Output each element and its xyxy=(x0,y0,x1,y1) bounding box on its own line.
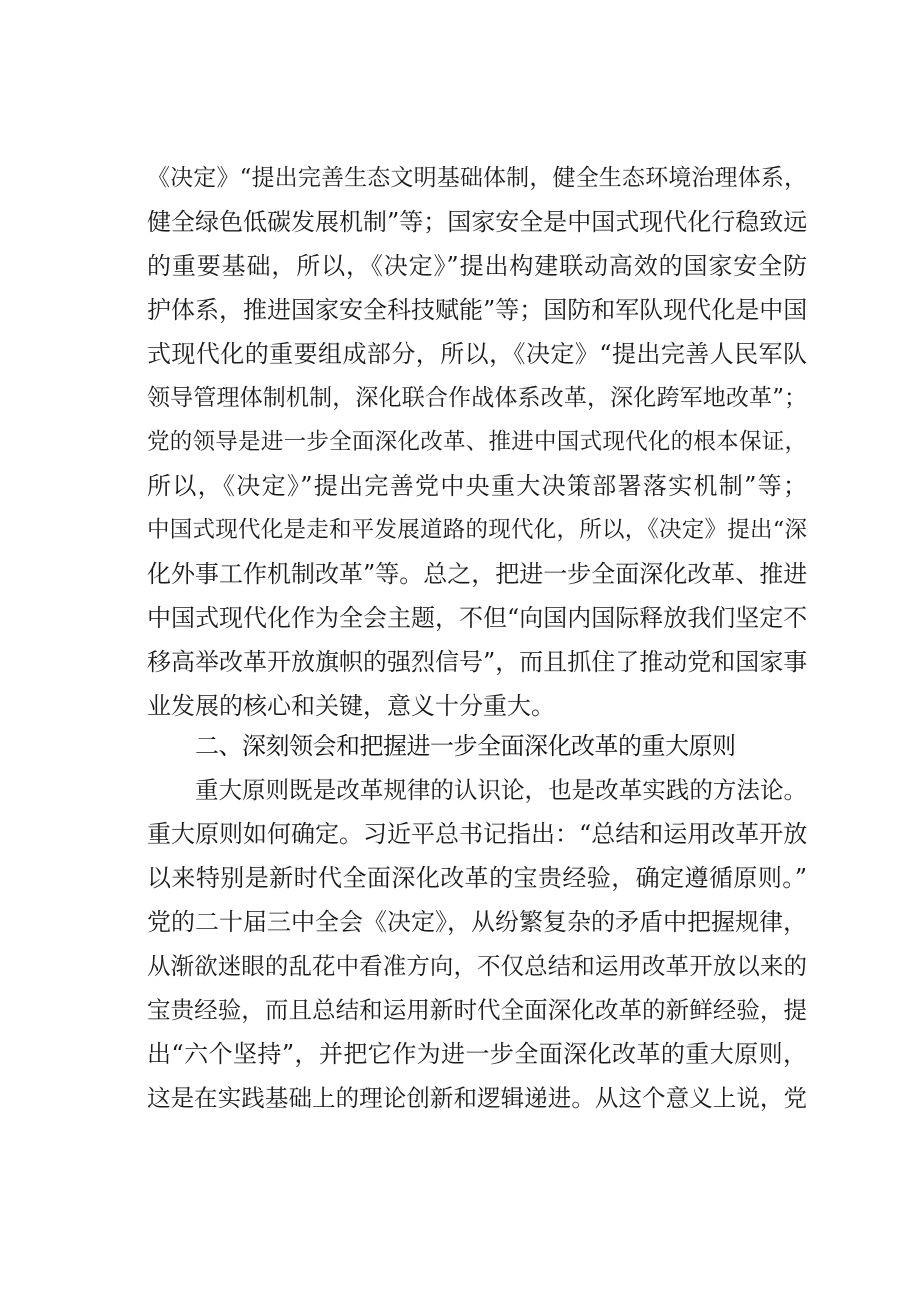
text-line: 出“六个坚持”，并把它作为进一步全面深化改革的重大原则， xyxy=(147,1040,807,1068)
text-line: 《决定》“提出完善生态文明基础体制，健全生态环境治理体系， xyxy=(147,165,807,191)
text-line: 以来特别是新时代全面深化改革的宝贵经验，确定遵循原则。” xyxy=(147,864,807,892)
section-heading: 二、深刻领会和把握进一步全面深化改革的重大原则 xyxy=(195,732,736,760)
text-line: 护体系，推进国家安全科技赋能”等；国防和军队现代化是中国 xyxy=(147,296,808,324)
text-line: 重大原则既是改革规律的认识论，也是改革实践的方法论。 xyxy=(195,776,807,804)
text-line: 重大原则如何确定。习近平总书记指出：“总结和运用改革开放 xyxy=(147,820,808,848)
text-line: 从渐欲迷眼的乱花中看准方向，不仅总结和运用改革开放以来的 xyxy=(147,952,807,980)
text-line: 这是在实践基础上的理论创新和逻辑递进。从这个意义上说，党 xyxy=(147,1084,807,1112)
text-line: 所以，《决定》”提出完善党中央重大决策部署落实机制”等； xyxy=(147,472,807,500)
text-line: 中国式现代化作为全会主题，不但“向国内国际释放我们坚定不 xyxy=(147,604,808,632)
text-line: 业发展的核心和关键，意义十分重大。 xyxy=(147,692,555,720)
text-line: 移高举改革开放旗帜的强烈信号”，而且抓住了推动党和国家事 xyxy=(147,648,808,676)
text-line: 党的二十届三中全会《决定》，从纷繁复杂的矛盾中把握规律， xyxy=(147,908,807,936)
text-line: 中国式现代化是走和平发展道路的现代化，所以，《决定》提出“深 xyxy=(147,517,807,543)
text-line: 宝贵经验，而且总结和运用新时代全面深化改革的新鲜经验，提 xyxy=(147,996,807,1024)
text-line: 式现代化的重要组成部分，所以，《决定》“提出完善人民军队 xyxy=(147,340,807,368)
text-line: 的重要基础，所以，《决定》”提出构建联动高效的国家安全防 xyxy=(147,252,807,280)
text-line: 化外事工作机制改革”等。总之，把进一步全面深化改革、推进 xyxy=(147,560,808,588)
text-line: 党的领导是进一步全面深化改革、推进中国式现代化的根本保证， xyxy=(147,429,807,455)
text-line: 健全绿色低碳发展机制”等；国家安全是中国式现代化行稳致远 xyxy=(147,208,808,236)
text-line: 领导管理体制机制，深化联合作战体系改革，深化跨军地改革”； xyxy=(147,385,807,411)
